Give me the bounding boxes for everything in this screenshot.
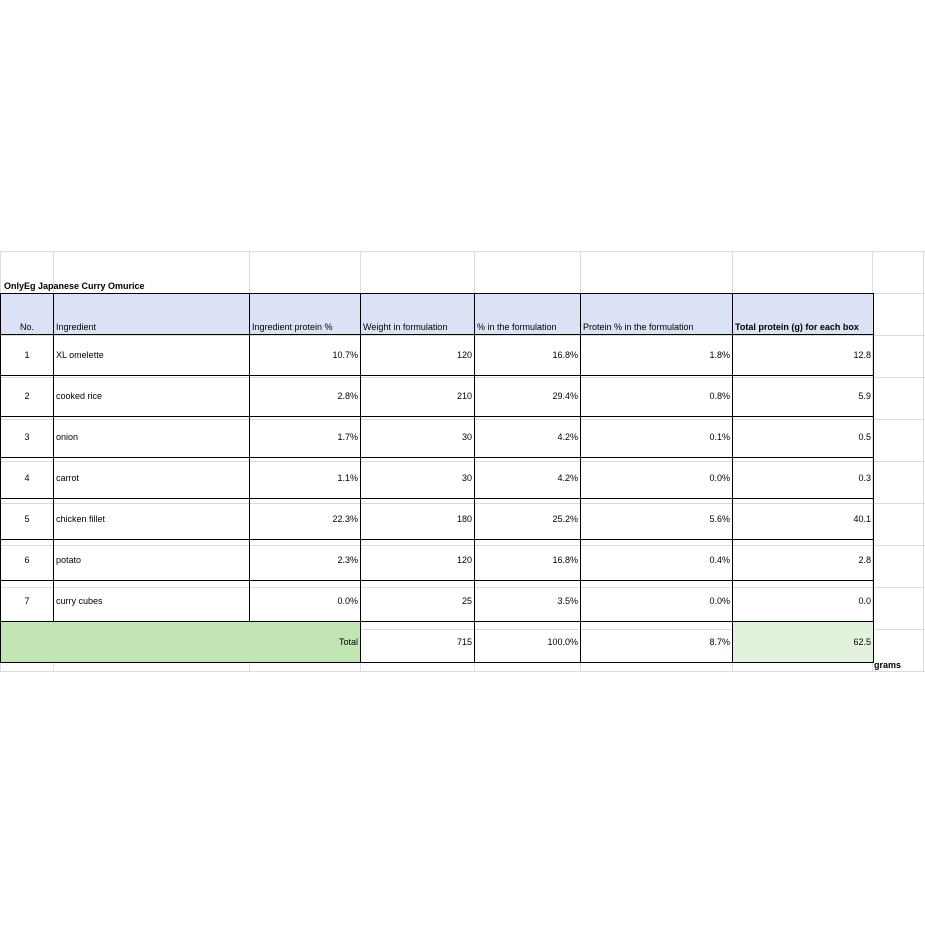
grid-line <box>0 671 925 672</box>
total-protein-in-formulation-cell[interactable]: 8.7% <box>581 622 733 663</box>
table-row <box>1 335 874 376</box>
column-header-protein-in-formulation[interactable]: Protein % in the formulation <box>581 294 733 335</box>
cell-protein-in-formulation[interactable]: 0.0% <box>581 458 733 499</box>
cell-no[interactable]: 4 <box>1 458 54 499</box>
cell-ingredient[interactable]: chicken fillet <box>54 499 250 540</box>
unit-label: grams <box>874 660 902 670</box>
column-header-ingredient-protein[interactable]: Ingredient protein % <box>250 294 361 335</box>
cell-no[interactable]: 5 <box>1 499 54 540</box>
cell-weight[interactable]: 210 <box>361 376 475 417</box>
cell-no[interactable]: 7 <box>1 581 54 622</box>
cell-protein-in-formulation[interactable]: 0.4% <box>581 540 733 581</box>
cell-weight[interactable]: 30 <box>361 458 475 499</box>
cell-weight[interactable]: 180 <box>361 499 475 540</box>
table-row <box>1 376 874 417</box>
cell-ingredient-protein[interactable]: 2.8% <box>250 376 361 417</box>
cell-total-protein[interactable]: 40.1 <box>733 499 874 540</box>
column-header-ingredient[interactable]: Ingredient <box>54 294 250 335</box>
cell-no[interactable]: 6 <box>1 540 54 581</box>
cell-weight[interactable]: 30 <box>361 417 475 458</box>
total-label-cell[interactable]: Total <box>1 622 361 663</box>
table-row <box>1 458 874 499</box>
cell-no[interactable]: 2 <box>1 376 54 417</box>
cell-ingredient-protein[interactable]: 1.1% <box>250 458 361 499</box>
cell-total-protein[interactable]: 0.3 <box>733 458 874 499</box>
spreadsheet-area <box>0 251 925 672</box>
cell-formulation-pct[interactable]: 3.5% <box>475 581 581 622</box>
cell-protein-in-formulation[interactable]: 0.1% <box>581 417 733 458</box>
cell-ingredient[interactable]: XL omelette <box>54 335 250 376</box>
cell-formulation-pct[interactable]: 25.2% <box>475 499 581 540</box>
column-header-no[interactable]: No. <box>1 294 54 335</box>
cell-ingredient-protein[interactable]: 1.7% <box>250 417 361 458</box>
cell-no[interactable]: 1 <box>1 335 54 376</box>
cell-formulation-pct[interactable]: 4.2% <box>475 458 581 499</box>
cell-protein-in-formulation[interactable]: 1.8% <box>581 335 733 376</box>
protein-table <box>0 293 874 663</box>
cell-total-protein[interactable]: 2.8 <box>733 540 874 581</box>
cell-weight[interactable]: 120 <box>361 335 475 376</box>
cell-total-protein[interactable]: 0.0 <box>733 581 874 622</box>
header-row <box>1 294 874 335</box>
cell-ingredient-protein[interactable]: 22.3% <box>250 499 361 540</box>
cell-ingredient[interactable]: carrot <box>54 458 250 499</box>
column-header-total-protein[interactable]: Total protein (g) for each box <box>733 294 874 335</box>
total-row <box>1 622 874 663</box>
cell-ingredient[interactable]: onion <box>54 417 250 458</box>
cell-ingredient-protein[interactable]: 0.0% <box>250 581 361 622</box>
cell-total-protein[interactable]: 0.5 <box>733 417 874 458</box>
cell-formulation-pct[interactable]: 16.8% <box>475 540 581 581</box>
cell-weight[interactable]: 25 <box>361 581 475 622</box>
cell-protein-in-formulation[interactable]: 0.0% <box>581 581 733 622</box>
table-row <box>1 581 874 622</box>
cell-weight[interactable]: 120 <box>361 540 475 581</box>
cell-ingredient[interactable]: cooked rice <box>54 376 250 417</box>
column-header-weight[interactable]: Weight in formulation <box>361 294 475 335</box>
table-row <box>1 499 874 540</box>
total-formulation-pct-cell[interactable]: 100.0% <box>475 622 581 663</box>
column-header-formulation-pct[interactable]: % in the formulation <box>475 294 581 335</box>
cell-total-protein[interactable]: 5.9 <box>733 376 874 417</box>
table-row <box>1 540 874 581</box>
cell-ingredient-protein[interactable]: 2.3% <box>250 540 361 581</box>
total-weight-cell[interactable]: 715 <box>361 622 475 663</box>
cell-protein-in-formulation[interactable]: 0.8% <box>581 376 733 417</box>
cell-formulation-pct[interactable]: 4.2% <box>475 417 581 458</box>
cell-protein-in-formulation[interactable]: 5.6% <box>581 499 733 540</box>
total-protein-cell[interactable]: 62.5 <box>733 622 874 663</box>
table-row <box>1 417 874 458</box>
cell-no[interactable]: 3 <box>1 417 54 458</box>
cell-ingredient[interactable]: curry cubes <box>54 581 250 622</box>
sheet-title: OnlyEg Japanese Curry Omurice <box>4 281 145 291</box>
cell-ingredient-protein[interactable]: 10.7% <box>250 335 361 376</box>
cell-formulation-pct[interactable]: 16.8% <box>475 335 581 376</box>
cell-total-protein[interactable]: 12.8 <box>733 335 874 376</box>
cell-formulation-pct[interactable]: 29.4% <box>475 376 581 417</box>
grid-line <box>0 251 925 252</box>
cell-ingredient[interactable]: potato <box>54 540 250 581</box>
